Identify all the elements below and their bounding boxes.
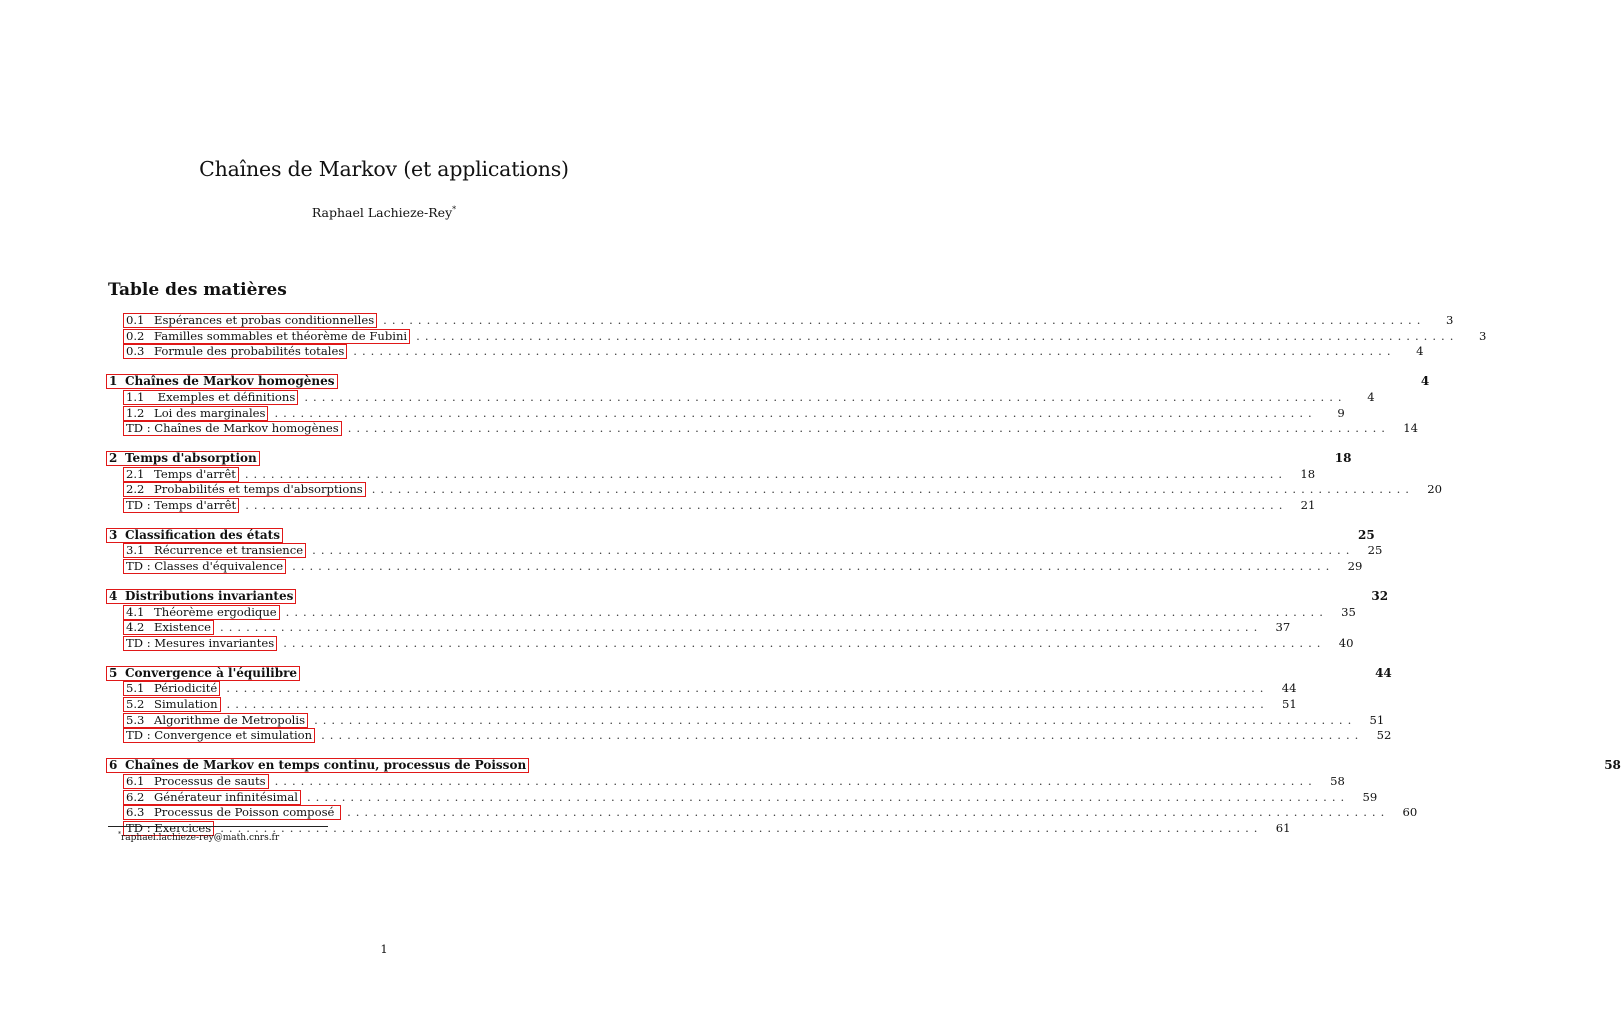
page-number: 1: [380, 942, 388, 956]
toc-link[interactable]: [123, 559, 286, 574]
toc-entry-number: 0.2: [126, 328, 145, 343]
toc-leader-dots: ........................................................................................................................: [220, 820, 1263, 835]
toc-entry-number: 1: [109, 374, 118, 389]
toc-entry-title: Temps d'absorption: [125, 450, 257, 465]
toc-entry-title: Classification des états: [125, 527, 280, 542]
toc-page-number: 4: [1420, 374, 1430, 389]
toc-link[interactable]: [123, 774, 269, 789]
toc-entry-number: 5.1: [126, 681, 145, 696]
toc-link[interactable]: [106, 666, 300, 681]
author-name: Raphael Lachieze-Rey: [311, 205, 453, 221]
toc-entry-number: 2.1: [126, 466, 145, 481]
toc-entry-title: Probabilités et temps d'absorptions: [154, 482, 363, 497]
toc-page-number: 9: [1337, 405, 1345, 420]
toc-section-entry: [106, 789, 1378, 805]
toc-page-number: 60: [1402, 805, 1418, 820]
toc-entry-title: Simulation: [154, 697, 218, 711]
toc-leader-dots: ........................................................................................................................: [353, 344, 1396, 359]
toc-link[interactable]: [123, 790, 301, 805]
toc-link[interactable]: [123, 620, 214, 635]
toc-entry-number: 1.2: [126, 405, 145, 420]
toc-page-number: 3: [1479, 328, 1487, 343]
toc-link[interactable]: [123, 482, 366, 497]
toc-section-entry: [106, 328, 1487, 344]
toc-leader-dots: ........................................................................................................................: [347, 805, 1390, 820]
toc-section-entry: [106, 405, 1345, 421]
toc-section-entry: [106, 543, 1383, 558]
footnote: [118, 831, 279, 843]
toc-entry-number: 0.1: [126, 313, 145, 327]
toc-section-entry: [106, 620, 1291, 635]
toc-page-number: 51: [1369, 712, 1385, 727]
toc-chapter-entry: [106, 374, 1430, 389]
toc-entry-number: 5.3: [126, 712, 145, 727]
toc-entry-title: Familles sommables et théorème de Fubini: [154, 328, 408, 343]
toc-entry-title: Temps d'arrêt: [154, 466, 236, 481]
toc-leader-dots: ........................................................................................................................: [383, 313, 1426, 327]
toc-leader-dots: ........................................................................................................................: [226, 697, 1269, 711]
toc-leader-dots: ........................................................................................................................: [285, 604, 1328, 619]
toc-section-entry: [106, 635, 1354, 651]
footnote-email: raphael.lachieze-rey@math.cnrs.fr: [121, 833, 280, 843]
toc-link[interactable]: [106, 374, 338, 389]
toc-entry-number: 6.2: [126, 789, 145, 804]
toc-entry-title: Existence: [154, 620, 212, 635]
toc-leader-dots: ........................................................................................................................: [244, 466, 1288, 481]
toc-page-number: 61: [1275, 820, 1291, 835]
document-author: [0, 205, 768, 220]
toc-entry-title: TD : Chaînes de Markov homogènes: [126, 421, 339, 436]
toc-entry-number: 5: [109, 665, 118, 680]
toc-link[interactable]: [106, 589, 296, 604]
toc-section-entry: [106, 498, 1316, 513]
toc-entry-number: 3.1: [126, 543, 145, 558]
toc-leader-dots: ........................................................................................................................: [245, 498, 1288, 512]
toc-entry-number: 4: [109, 588, 118, 603]
toc-page-number: 21: [1300, 498, 1316, 512]
toc-link[interactable]: [106, 451, 260, 466]
toc-link[interactable]: [106, 758, 529, 773]
toc-entry-number: 0.3: [126, 344, 145, 359]
toc-entry-number: 4.2: [126, 620, 145, 635]
toc-section-entry: [106, 389, 1375, 405]
toc-entry-title: Convergence à l'équilibre: [125, 665, 298, 680]
toc-link[interactable]: [123, 713, 308, 728]
toc-leader-dots: ........................................................................................................................: [292, 559, 1335, 574]
toc-entry-title: Espérances et probas conditionnelles: [154, 313, 375, 327]
footnote-mark: *: [118, 831, 121, 838]
toc-entry-title: Périodicité: [154, 681, 218, 696]
toc-page-number: 58: [1330, 773, 1345, 788]
toc-page-number: 44: [1281, 681, 1297, 696]
toc-page-number: 18: [1334, 450, 1352, 465]
toc-leader-dots: ........................................................................................................................: [304, 389, 1347, 404]
toc-link[interactable]: [123, 329, 410, 344]
toc-section-entry: [106, 697, 1297, 712]
toc-link[interactable]: [123, 636, 277, 651]
toc-page-number: 35: [1341, 604, 1356, 619]
toc-entry-number: 1.1: [126, 389, 145, 404]
toc-entry-number: 2.2: [126, 482, 145, 497]
toc-section-entry: [106, 681, 1297, 696]
toc-page-number: 3: [1446, 313, 1454, 327]
toc-link[interactable]: [123, 313, 377, 328]
toc-page-number: 58: [1604, 758, 1621, 773]
toc-entry-number: 2: [109, 450, 118, 465]
toc-leader-dots: ........................................................................................................................: [307, 789, 1350, 804]
toc-section-entry: [106, 805, 1418, 820]
toc-page-number: 59: [1362, 789, 1378, 804]
author-footnote-mark: *: [452, 205, 457, 214]
toc-entry-title: TD : Convergence et simulation: [126, 728, 313, 743]
toc-entry-title: Loi des marginales: [154, 405, 266, 420]
toc-leader-dots: ........................................................................................................................: [283, 635, 1326, 650]
toc-entry-title: Récurrence et transience: [154, 543, 304, 558]
toc-link[interactable]: [123, 543, 306, 558]
toc-page-number: 25: [1358, 527, 1375, 542]
toc-entry-title: Processus de Poisson composé: [154, 805, 339, 820]
toc-section-entry: [106, 482, 1442, 497]
toc-link[interactable]: [123, 805, 341, 820]
toc-chapter-entry: [106, 527, 1375, 543]
toc-link[interactable]: [123, 498, 239, 513]
toc-section-entry: [106, 559, 1363, 574]
toc-link[interactable]: [123, 681, 220, 696]
toc-link[interactable]: [123, 605, 280, 620]
toc-page-number: 25: [1367, 543, 1383, 558]
toc-section-entry: [106, 344, 1424, 359]
toc-page-number: 29: [1347, 559, 1363, 574]
footnote-rule: [108, 826, 328, 827]
toc-section-entry: [106, 728, 1392, 743]
toc-entry-title: Distributions invariantes: [125, 588, 294, 603]
toc-entry-title: TD : Temps d'arrêt: [126, 498, 237, 512]
document-title: Chaînes de Markov (et applications): [199, 157, 569, 181]
toc-leader-dots: ........................................................................................................................: [416, 328, 1459, 343]
toc-section-entry: [106, 604, 1356, 620]
toc-entry-number: 4.1: [126, 604, 145, 619]
toc-entry-title: Générateur infinitésimal: [154, 789, 298, 804]
toc-leader-dots: ........................................................................................................................: [274, 773, 1317, 788]
toc-entry-number: 6: [109, 758, 118, 773]
toc-entry-title: TD : Exercices: [126, 820, 212, 835]
toc-chapter-entry: [106, 758, 1621, 773]
toc-leader-dots: ........................................................................................................................: [371, 482, 1414, 497]
toc-page-number: 4: [1367, 389, 1375, 404]
toc-link[interactable]: [106, 528, 283, 543]
toc-section-entry: [106, 421, 1418, 436]
toc-entry-title: TD : Mesures invariantes: [126, 635, 275, 650]
toc-leader-dots: ........................................................................................................................: [274, 405, 1317, 420]
toc-section-entry: [106, 712, 1385, 728]
toc-entry-number: 6.1: [126, 773, 145, 788]
toc-entry-title: Exemples et définitions: [154, 389, 296, 404]
toc-entry-title: TD : Classes d'équivalence: [126, 559, 284, 574]
toc-entry-title: Processus de sauts: [154, 773, 266, 788]
toc-section-entry: [106, 466, 1316, 482]
toc-link[interactable]: [123, 728, 315, 743]
toc-leader-dots: ........................................................................................................................: [314, 712, 1357, 727]
toc-heading: Table des matières: [108, 280, 287, 300]
toc-entry-title: Algorithme de Metropolis: [154, 712, 306, 727]
toc-leader-dots: ........................................................................................................................: [347, 421, 1390, 436]
toc-chapter-entry: [106, 588, 1389, 604]
toc-page-number: 51: [1282, 697, 1297, 711]
toc-leader-dots: ........................................................................................................................: [312, 543, 1355, 558]
toc-page-number: 14: [1403, 421, 1418, 436]
toc-entry-title: Chaînes de Markov homogènes: [125, 374, 335, 389]
toc-page-number: 20: [1427, 482, 1442, 497]
toc-page-number: 18: [1300, 466, 1316, 481]
toc-link[interactable]: [123, 697, 221, 712]
toc-page-number: 44: [1375, 665, 1392, 680]
toc-link[interactable]: [123, 390, 298, 405]
toc-page-number: 32: [1371, 588, 1389, 603]
toc-page-number: 4: [1416, 344, 1424, 359]
toc-chapter-entry: [106, 450, 1352, 466]
toc-entry-number: 3: [109, 527, 118, 542]
toc-entry-title: Chaînes de Markov en temps continu, processus de Poisson: [125, 758, 527, 773]
toc-entry-number: 5.2: [126, 697, 145, 711]
toc-section-entry: [106, 313, 1454, 328]
toc-chapter-entry: [106, 665, 1392, 681]
toc-page-number: 52: [1376, 728, 1392, 743]
toc-link[interactable]: [123, 467, 239, 482]
toc-leader-dots: ........................................................................................................................: [226, 681, 1269, 696]
toc-page-number: 37: [1275, 620, 1291, 635]
toc-link[interactable]: [123, 406, 268, 421]
toc-leader-dots: ........................................................................................................................: [321, 728, 1364, 743]
toc-link[interactable]: [123, 421, 342, 436]
toc-entry-number: 6.3: [126, 805, 145, 820]
toc-link[interactable]: [123, 344, 347, 359]
toc-entry-title: Formule des probabilités totales: [154, 344, 345, 359]
toc-entry-title: Théorème ergodique: [154, 604, 277, 619]
toc-page-number: 40: [1338, 635, 1354, 650]
toc-leader-dots: ........................................................................................................................: [220, 620, 1263, 635]
toc-section-entry: [106, 773, 1345, 789]
